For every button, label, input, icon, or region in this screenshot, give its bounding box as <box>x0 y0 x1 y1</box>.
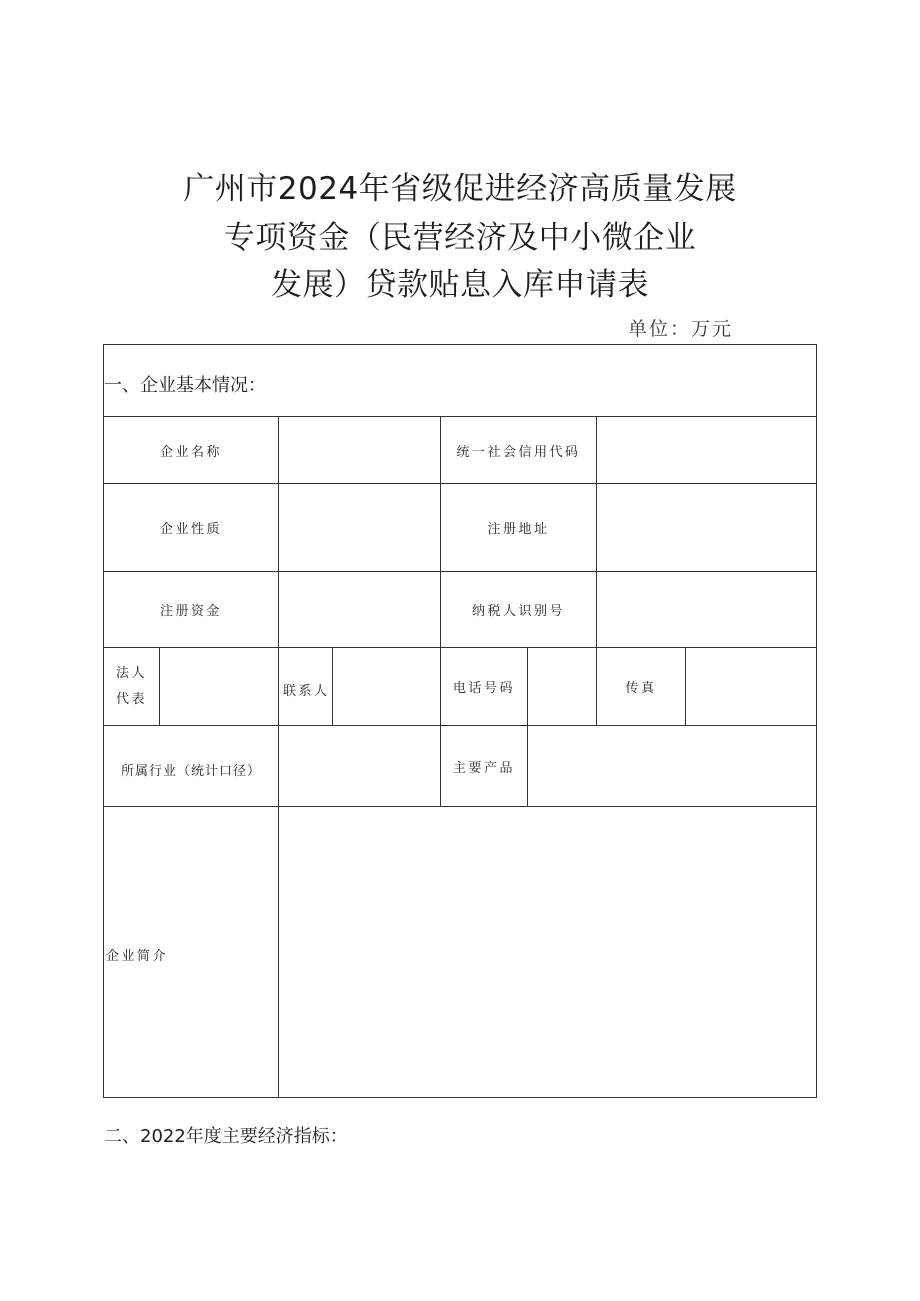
registered-capital-label: 注册资金 <box>159 604 222 619</box>
industry-field[interactable] <box>279 726 440 806</box>
registered-address-field[interactable] <box>597 484 816 571</box>
section-1-heading: 一、企业基本情况： <box>104 375 266 396</box>
taxpayer-id-label: 纳税人识别号 <box>471 604 565 619</box>
company-profile-field[interactable] <box>279 807 816 1097</box>
company-name-field[interactable] <box>279 417 440 483</box>
main-products-label: 主要产品 <box>452 760 515 776</box>
legal-rep-label <box>104 648 159 725</box>
credit-code-label: 统一社会信用代码 <box>456 444 581 460</box>
form-title-line-1: 广州市2024年省级促进经济高质量发展 <box>183 171 737 207</box>
company-profile-label: 企业简介 <box>106 948 169 964</box>
industry-label: 所属行业（统计口径） <box>120 763 261 779</box>
company-nature-label: 企业性质 <box>159 522 222 537</box>
company-name-label: 企业名称 <box>159 444 222 460</box>
form-title-line-2: 专项资金（民营经济及中小微企业 <box>223 220 697 256</box>
section-2-heading: 二、2022年度主要经济指标： <box>104 1126 348 1147</box>
unit-label: 单位：万元 <box>628 318 734 340</box>
contact-label: 联系人 <box>283 684 330 699</box>
taxpayer-id-field[interactable] <box>597 572 816 647</box>
company-nature-field[interactable] <box>279 484 440 571</box>
registered-capital-field[interactable] <box>279 572 440 647</box>
credit-code-field[interactable] <box>597 417 816 483</box>
legal-rep-label-line-2: 代表 <box>115 691 147 707</box>
phone-label: 电话号码 <box>452 681 515 696</box>
legal-rep-field[interactable] <box>160 648 278 725</box>
registered-address-label: 注册地址 <box>487 522 550 537</box>
fax-label: 传真 <box>625 681 657 696</box>
form-title-line-3: 发展）贷款贴息入库申请表 <box>271 267 649 303</box>
fax-field[interactable] <box>686 648 816 725</box>
legal-rep-label-line-1: 法人 <box>115 665 147 681</box>
contact-field[interactable] <box>333 648 440 725</box>
main-products-field[interactable] <box>528 726 816 806</box>
phone-field[interactable] <box>528 648 596 725</box>
